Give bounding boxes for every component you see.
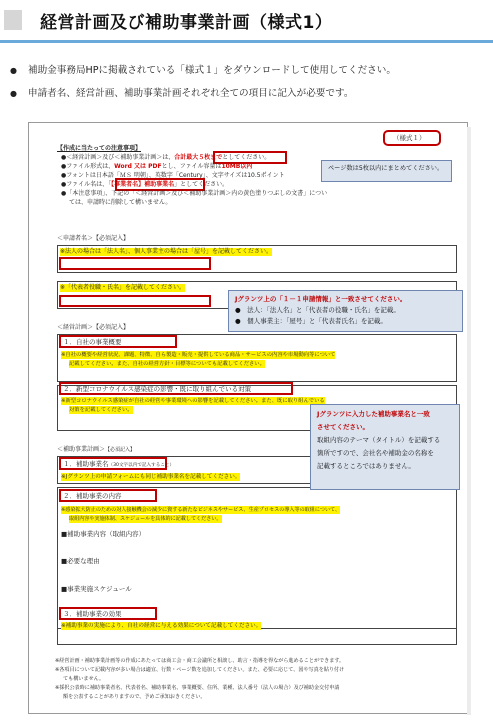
content-item-reason: ■必要な理由 — [61, 557, 100, 565]
footnote-1: ※経営計画・補助事業計画等の作成にあたっては商工会・商工会議所と相談し、助言・指導を得ながら進めることができます。 — [55, 658, 345, 664]
callout-line: 記載するところではありません。 — [317, 462, 415, 470]
covid-impact-hint-2: 対策を記載してください。 — [69, 407, 133, 413]
representative-field[interactable] — [59, 295, 211, 307]
callout-line: 箇所ですので、会社名や補助金の名称を — [317, 449, 434, 457]
representative-hint: ※「代表者役職・氏名」を記載してください。 — [60, 284, 186, 291]
note-text: とし、ファイル容量は — [161, 163, 222, 170]
project-name-hint: ※Jグランツ上の申請フォームにも同じ補助事業名を記載してください。 — [61, 474, 241, 480]
instruction-item: ● 申請者名、経営計画、補助事業計画それぞれ全ての項目に記入が必要です。 — [8, 87, 488, 101]
note-emphasis: 合計最大５枚まで — [174, 154, 223, 161]
project-name-label: １．補助事業名 — [63, 460, 109, 468]
project-plan-heading-tag: 【必須記入】 — [105, 447, 136, 453]
covid-impact-title: ２．新型コロナウイルス感染症の影響・既に取り組んでいる対策 — [63, 385, 252, 393]
note-emphasis: 10MB以内 — [221, 163, 253, 170]
project-effect-title: ３．補助事業の効果 — [63, 610, 122, 618]
content-item-details: ■補助事業内容（取組内容） — [61, 530, 146, 538]
project-name-callout — [310, 404, 460, 490]
project-name-title — [63, 460, 174, 470]
project-content-hint-2: 取組内容や実施体制、スケジュールを具体的に記載してください。 — [69, 516, 222, 522]
page-limit-callout: ページ数は5枚以内にまとめてください。 — [321, 160, 452, 182]
business-overview-title: １．自社の事業概要 — [63, 338, 122, 346]
project-content-hint: ※感染拡大防止のための対人接触機会の減少に資する新たなビジネスやサービス、生産プロセスの導入等の取組について、 — [61, 507, 341, 513]
footnote-2b: ても構いません。 — [63, 676, 105, 682]
content-item-schedule: ■事業実施スケジュール — [61, 585, 132, 593]
project-effect-hint: ※補助事業の実施により、自社の経営に与える効果について記載してください。 — [61, 623, 262, 629]
project-plan-heading-text: ＜補助事業計画＞ — [57, 446, 106, 453]
note-text: 」としてください。 — [174, 181, 229, 188]
title-underline — [0, 40, 493, 43]
business-overview-hint-2: 記載してください。また、自社の経営方針・目標等についても記載してください。 — [69, 361, 265, 367]
business-overview-hint: ※自社の概要や経営状況、課題、特徴、自ら製造・販売・提供している商品・サービスの内容や市場動向等について — [61, 352, 336, 358]
note-emphasis: Word 又は PDF — [114, 163, 162, 170]
footnote-3b: 額を公表することがありますので、予めご承知おきください。 — [63, 694, 206, 700]
callout-line: 取組内容のテーマ（タイトル）を記載する — [317, 436, 441, 444]
footnote-3: ※採択公表時に補助事業者名、代表者名、補助事業名、事業概要、住所、業種、法人番号（法人の場合）及び補助金交付申請 — [55, 685, 340, 691]
form-number: （様式１） — [393, 134, 426, 142]
notes-title: 【作成に当たっての注意事項】 — [57, 145, 142, 152]
applicant-hint: ※法人の場合は「法人名」、個人事業主の場合は「屋号」を記載してください。 — [60, 248, 273, 255]
instruction-item: ● 補助金事務局HPに掲載されている「様式１」をダウンロードして使用してください。 — [8, 64, 488, 78]
title-marker — [4, 10, 22, 30]
note-text: としてください。 — [222, 154, 271, 161]
applicant-heading: ＜申請者名＞【必須記入】 — [57, 235, 130, 242]
note-text: ●ファイル形式は、 — [61, 163, 115, 170]
title-bar — [0, 0, 493, 46]
jgrants-applicant-callout — [228, 290, 463, 332]
project-content-title: ２．補助事業の内容 — [63, 492, 122, 500]
note-emphasis: 【事業者名】補助事業名 — [111, 181, 175, 188]
note-text: ●＜経営計画＞及び＜補助事業計画＞は、 — [61, 154, 175, 161]
note-line-3: ●フォントは日本語「ＭＳ 明朝」、英数字「Century」、文字サイズは10.5ポイント — [61, 172, 285, 179]
instruction-list — [8, 64, 488, 110]
applicant-name-field[interactable] — [59, 257, 211, 270]
project-name-note: （30文字以内で記入すること） — [108, 463, 175, 468]
note-line-5: ●「本注意事項」、下記の「＜経営計画＞及び＜補助事業計画＞内の黄色塗りつぶしの文書」につい — [61, 190, 328, 197]
note-line-5b: ては、申請時に削除して構いません。 — [69, 199, 172, 206]
jgrants-applicant-sole: ● 個人事業主：「屋号」と「代表者氏名」を記載。 — [235, 317, 387, 325]
note-text: ●ファイル名は、「 — [61, 181, 112, 188]
page-title: 経営計画及び補助事業計画（様式1） — [40, 13, 333, 33]
note-line-2 — [61, 163, 252, 171]
covid-impact-hint: ※新型コロナウイルス感染症が自社の経営や事業環境への影響を記載してください。また、既に取り組んでいる — [61, 398, 325, 404]
management-heading: ＜経営計画＞【必須記入】 — [57, 324, 130, 331]
jgrants-applicant-corp: ● 法人：「法人名」と「代表者の役職・氏名」を記載。 — [235, 306, 400, 314]
callout-line: Jグランツに入力した補助事業名と一致 — [317, 410, 430, 418]
jgrants-applicant-title: Jグランツ上の「１－１申請情報」と一致させてください。 — [235, 295, 407, 303]
callout-line: させてください。 — [317, 423, 369, 431]
project-plan-heading — [57, 446, 135, 454]
footnote-2: ※各項目について記載内容が多い場合は適宜、行数・ページ数を追加してください。また、必要に応じて、図や写真を貼り付け — [55, 667, 345, 673]
